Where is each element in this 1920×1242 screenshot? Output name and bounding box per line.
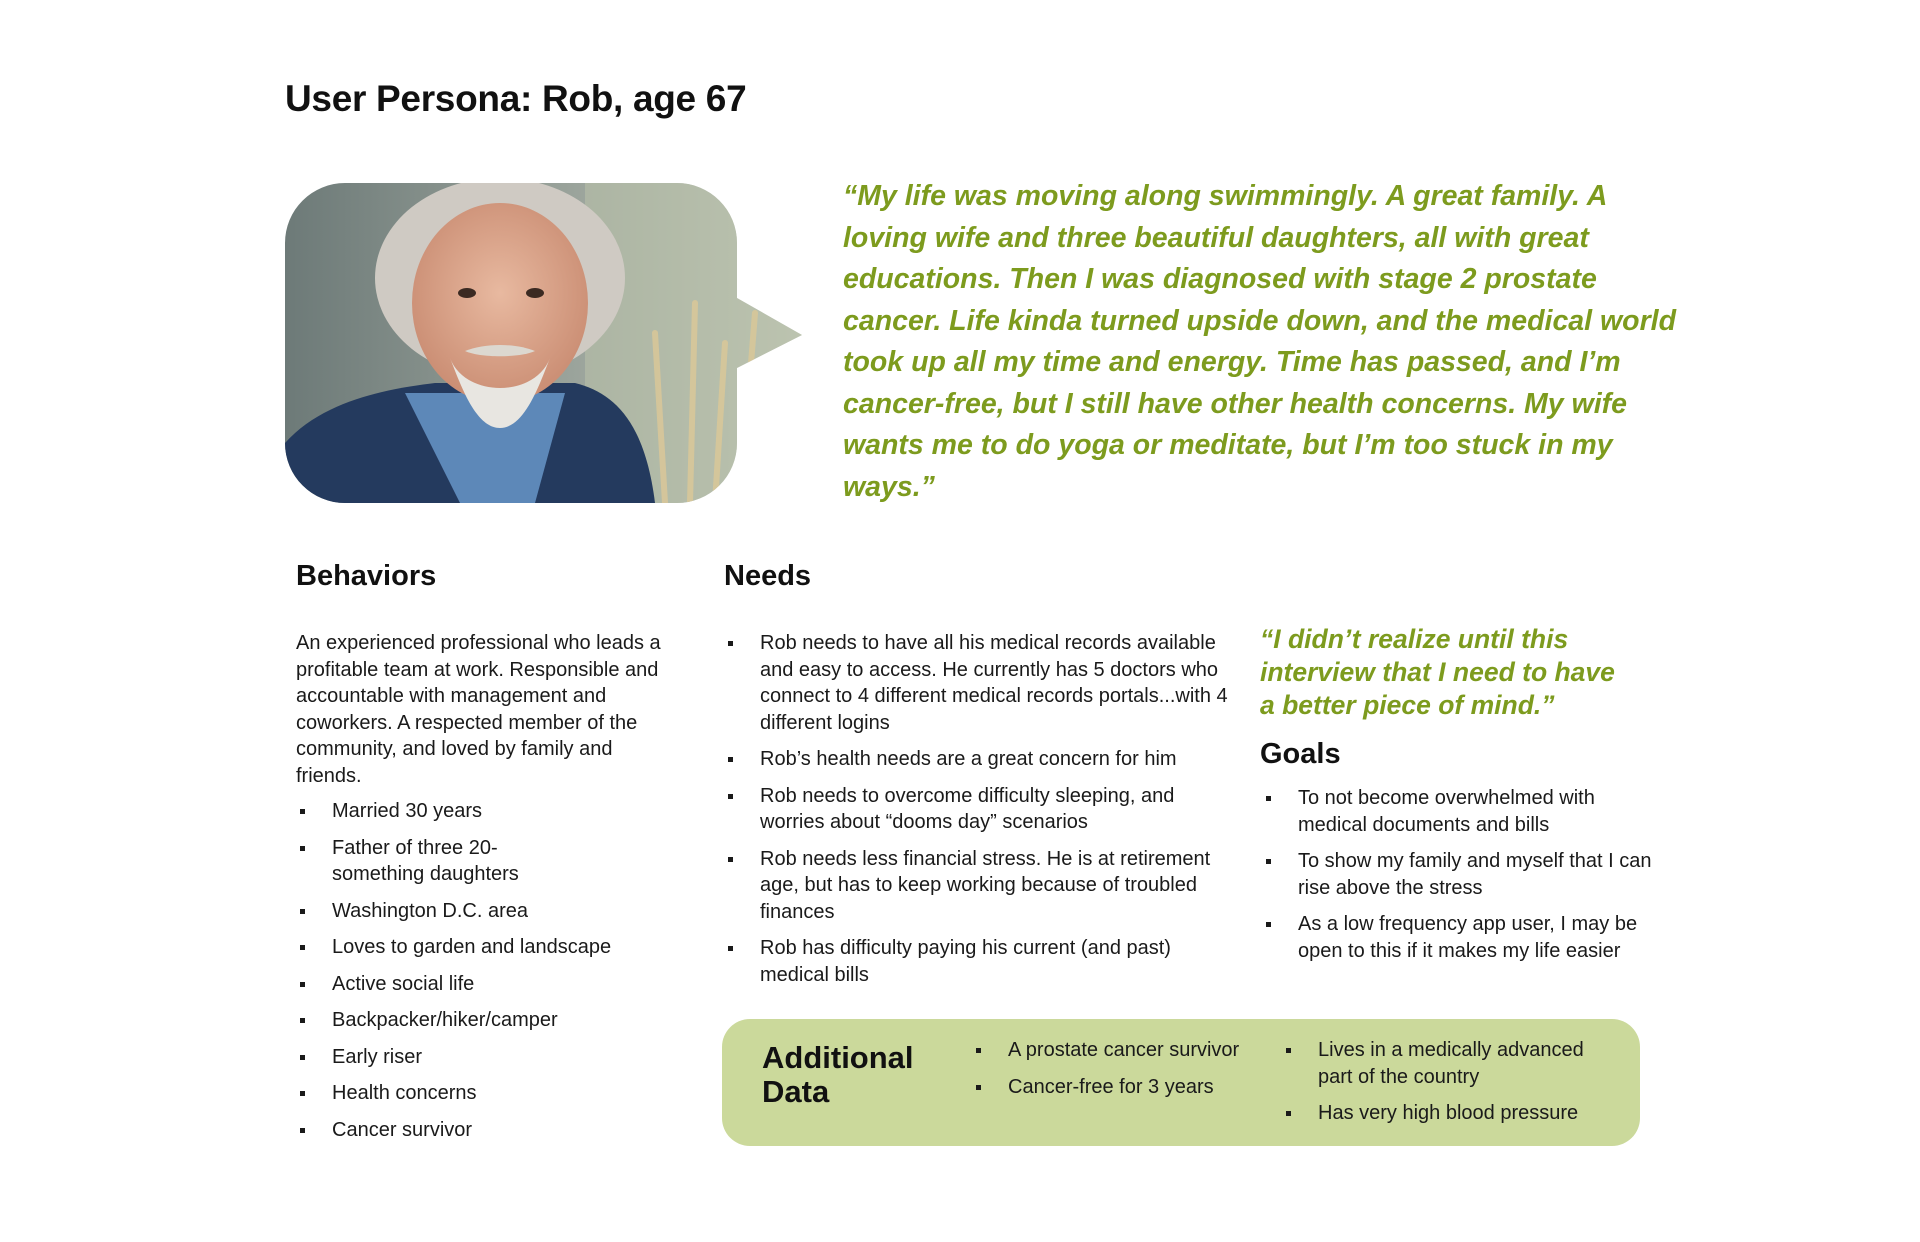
persona-quote: “My life was moving along swimmingly. A great family. A loving wife and three beautiful daughters, all with great educations. Then I was diagnosed with stage 2 prostate cancer. Life kinda turned upside down, and the medical world took up all my time and energy. Time has passed, and I’m cancer-free, but I still have other health concerns. My wife wants me to do yoga or meditate, but I’m too stuck in my ways.” (843, 180, 1676, 503)
list-item: Rob’s health needs are a great concern for him (724, 746, 1244, 773)
needs-list (724, 630, 1244, 998)
list-item: Cancer-free for 3 years (972, 1074, 1272, 1101)
behaviors-heading: Behaviors (296, 560, 437, 592)
behaviors-description: An experienced professional who leads a profitable team at work. Responsible and accountable with management and coworkers. A respected member of the community, and loved by family and friends. (296, 632, 661, 787)
goals-list (1262, 785, 1652, 974)
list-item: Cancer survivor (296, 1117, 681, 1144)
interview-quote: “I didn’t realize until this interview that I need to have a better piece of mind.” (1260, 624, 1615, 720)
list-item: Rob has difficulty paying his current (and past) medical bills (724, 935, 1244, 988)
behaviors-list (296, 798, 681, 1153)
persona-photo (285, 183, 805, 503)
list-item: To show my family and myself that I can rise above the stress (1262, 848, 1652, 901)
list-item: Lives in a medically advanced part of the country (1282, 1037, 1622, 1090)
list-item: Has very high blood pressure (1282, 1100, 1622, 1127)
goals-heading: Goals (1260, 738, 1341, 770)
list-item: Loves to garden and landscape (296, 934, 681, 961)
list-item: Rob needs to overcome difficulty sleeping, and worries about “dooms day” scenarios (724, 783, 1244, 836)
page-title: User Persona: Rob, age 67 (285, 78, 747, 119)
additional-data-list-1 (972, 1037, 1272, 1110)
list-item: Backpacker/hiker/camper (296, 1007, 681, 1034)
list-item: As a low frequency app user, I may be open to this if it makes my life easier (1262, 911, 1652, 964)
list-item: To not become overwhelmed with medical documents and bills (1262, 785, 1652, 838)
list-item: Father of three 20-something daughters (296, 835, 681, 888)
list-item: Active social life (296, 971, 681, 998)
list-item: Married 30 years (296, 798, 681, 825)
list-item: Rob needs to have all his medical records available and easy to access. He currently has 5 doctors who connect to 4 different medical records portals...with 4 different logins (724, 630, 1244, 736)
list-item: Washington D.C. area (296, 898, 681, 925)
list-item: Rob needs less financial stress. He is at retirement age, but has to keep working because of troubled finances (724, 846, 1244, 926)
list-item: A prostate cancer survivor (972, 1037, 1272, 1064)
additional-data-list-2 (1282, 1037, 1622, 1137)
needs-heading: Needs (724, 560, 812, 592)
additional-data-box (722, 1019, 1640, 1146)
list-item: Health concerns (296, 1080, 681, 1107)
additional-data-heading: Additional Data (762, 1040, 914, 1109)
list-item: Early riser (296, 1044, 681, 1071)
